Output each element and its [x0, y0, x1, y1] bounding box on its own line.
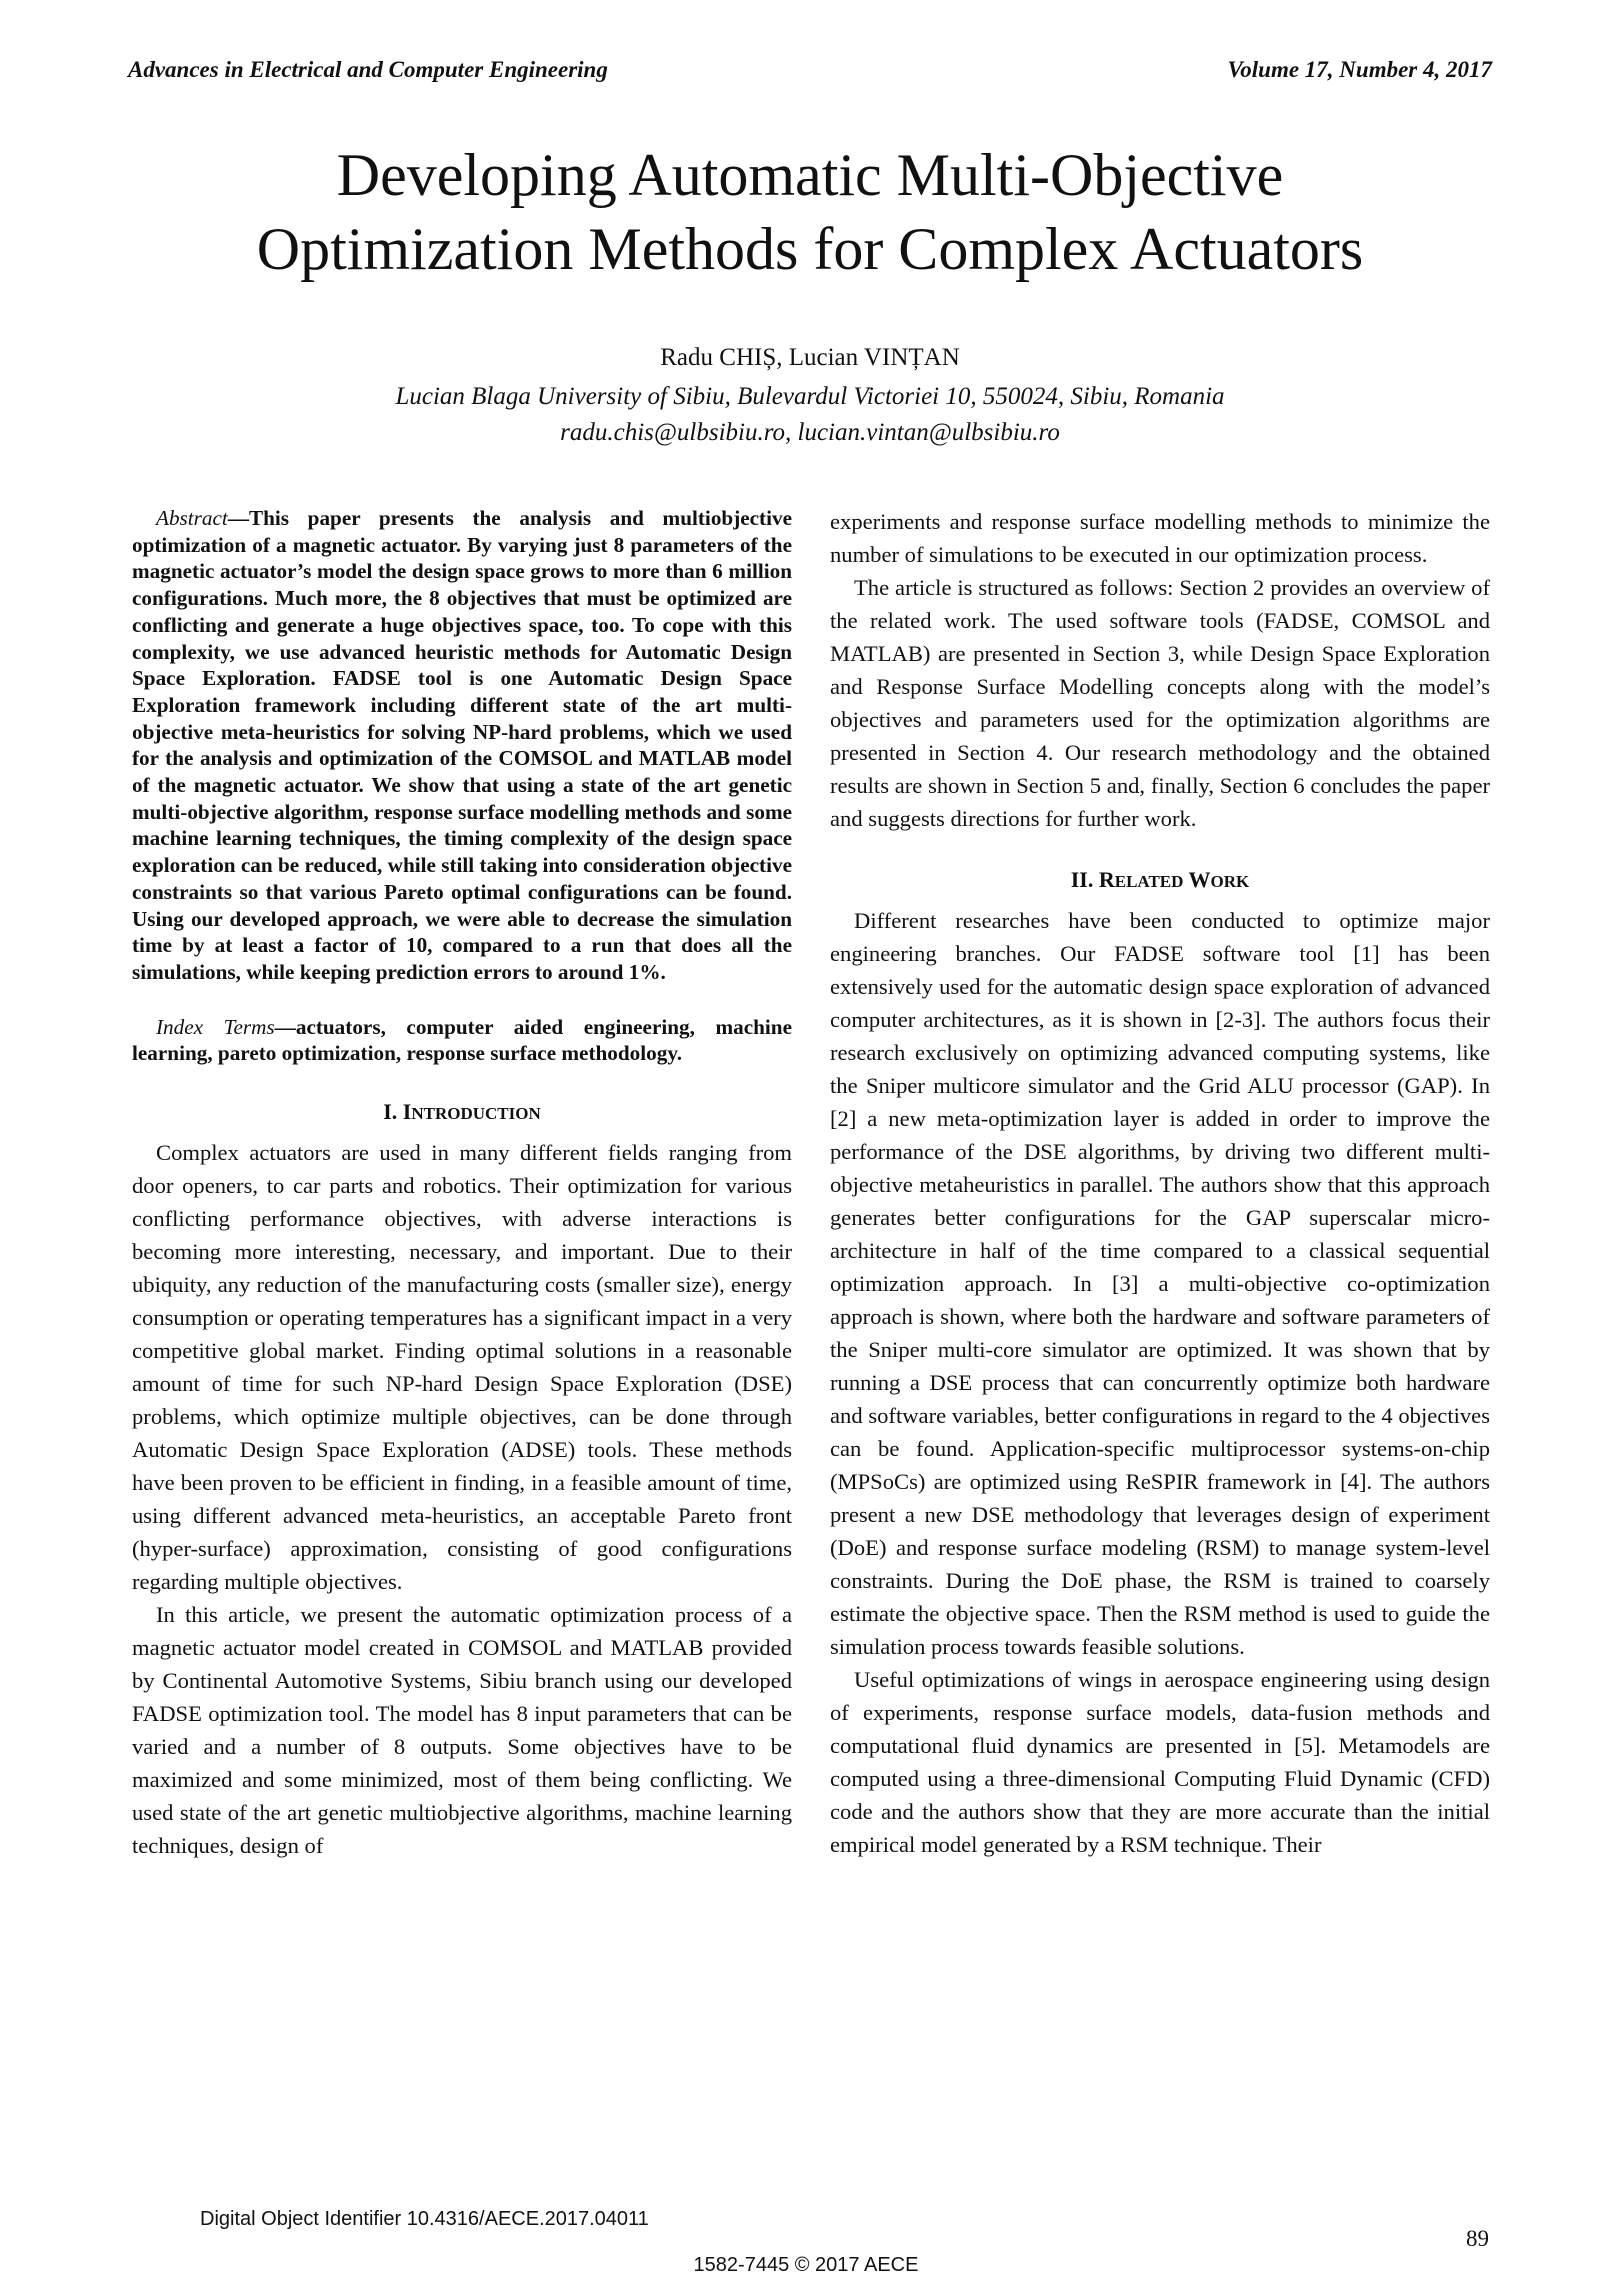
title-line-1: Developing Automatic Multi-Objective	[336, 142, 1284, 208]
issn-footer: 1582-7445 © 2017 AECE	[693, 2254, 919, 2276]
section-heading-related-work	[830, 863, 1490, 898]
right-column	[830, 505, 1490, 1861]
section-heading-introduction	[132, 1095, 792, 1130]
section-title-rest: ELATED	[1114, 872, 1184, 891]
left-column	[132, 505, 792, 1862]
page-number: 89	[1466, 2226, 1489, 2251]
index-terms-lead: Index Terms	[156, 1014, 275, 1039]
author-emails: radu.chis@ulbsibiu.ro, lucian.vintan@ulbsibiu.ro	[560, 419, 1060, 446]
author-affiliation: Lucian Blaga University of Sibiu, Bulevardul Victoriei 10, 550024, Sibiu, Romania	[395, 383, 1225, 410]
title-line-2: Optimization Methods for Complex Actuators	[256, 216, 1364, 282]
intro-paragraph-structure: The article is structured as follows: Section 2 provides an overview of the related work. The used software tools (FADSE, COMSOL and MATLAB) are presented in Section 3, while Design Space Exploration and Response Surface Modelling concepts along with the model’s objectives and parameters used for the optimization algorithms are presented in Section 4. Our research methodology and the obtained results are shown in Section 5 and, finally, Section 6 concludes the paper and suggests directions for further work.	[830, 575, 1490, 831]
section-title-rest: ORK	[1210, 872, 1250, 891]
volume-info: Volume 17, Number 4, 2017	[1227, 57, 1492, 82]
related-work-paragraph-1: Different researches have been conducted to optimize major engineering branches. Our FADSE software tool [1] has been extensively used for the automatic design space exploration of advanced computer architectures, as it is shown in [2-3]. The authors focus their research exclusively on optimizing advanced computing systems, like the Sniper multicore simulator and the Grid ALU processor (GAP). In [2] a new meta-optimization layer is added in order to improve the performance of the DSE algorithms, by driving two different multi-objective metaheuristics in parallel. The authors show that this approach generates better configurations for the GAP superscalar micro-architecture in half of the time compared to a classical sequential optimization approach. In [3] a multi-objective co-optimization approach is shown, where both the hardware and software parameters of the Sniper multi-core simulator are optimized. It was shown that by running a DSE process that can concurrently optimize both hardware and software variables, better configurations in regard to the 4 objectives can be found. Application-specific multiprocessor systems-on-chip (MPSoCs) are optimized using ReSPIR framework in [4]. The authors present a new DSE methodology that leverages design of experiment (DoE) and response surface modeling (RSM) to manage system-level constraints. During the DoE phase, the RSM is trained to coarsely estimate the objective space. Then the RSM method is used to guide the simulation process towards feasible solutions.	[830, 908, 1490, 1659]
abstract-lead: Abstract	[156, 506, 228, 530]
intro-paragraph-continuation: experiments and response surface modelling methods to minimize the number of simulations to be executed in our optimization process.	[830, 509, 1490, 567]
index-terms-text: —actuators, computer aided engineering, machine learning, pareto optimization, response surface methodology.	[132, 1014, 792, 1066]
section-title-rest: NTRODUCTION	[411, 1104, 541, 1124]
paper-title	[128, 138, 1492, 286]
section-title-initial: W	[1188, 867, 1211, 892]
section-number: II.	[1070, 867, 1094, 892]
abstract-text: —This paper presents the analysis and multiobjective optimization of a magnetic actuator. By varying just 8 parameters of the magnetic actuator’s model the design space grows to more than 6 million configurations. Much more, the 8 objectives that must be optimized are conflicting and generate a huge objectives space, too. To cope with this complexity, we use advanced heuristic methods for Automatic Design Space Exploration. FADSE tool is one Automatic Design Space Exploration framework including different state of the art multi-objective meta-heuristics for solving NP-hard problems, which we used for the analysis and optimization of the COMSOL and MATLAB model of the magnetic actuator. We show that using a state of the art genetic multi-objective algorithm, response surface modelling methods and some machine learning techniques, the timing complexity of the design space exploration can be reduced, while still taking into consideration objective constraints so that various Pareto optimal configurations can be found. Using our developed approach, we were able to decrease the simulation time by at least a factor of 10, compared to a run that does all the simulations, while keeping prediction errors to around 1%.	[132, 506, 792, 984]
doi-footer: Digital Object Identifier 10.4316/AECE.2017.04011	[200, 2208, 649, 2230]
section-title-initial: R	[1098, 867, 1115, 892]
journal-name: Advances in Electrical and Computer Engineering	[128, 57, 608, 82]
index-terms	[132, 1014, 792, 1067]
related-work-paragraph-2: Useful optimizations of wings in aerospace engineering using design of experiments, response surface models, data-fusion methods and computational fluid dynamics are presented in [5]. Metamodels are computed using a three-dimensional Computing Fluid Dynamic (CFD) code and the authors show that they are more accurate than the initial empirical model generated by a RSM technique. Their	[830, 1667, 1490, 1857]
intro-paragraph-2: In this article, we present the automatic optimization process of a magnetic actuator model created in COMSOL and MATLAB provided by Continental Automotive Systems, Sibiu branch using our developed FADSE optimization tool. The model has 8 input parameters that can be varied and a number of 8 outputs. Some objectives have to be maximized and some minimized, most of them being conflicting. We used state of the art genetic multiobjective algorithms, machine learning techniques, design of	[132, 1602, 792, 1859]
intro-paragraph-1: Complex actuators are used in many different fields ranging from door openers, to car parts and robotics. Their optimization for various conflicting performance objectives, with adverse interactions is becoming more interesting, necessary, and important. Due to their ubiquity, any reduction of the manufacturing costs (smaller size), energy consumption or operating temperatures has a significant impact in a very competitive global market. Finding optimal solutions in a reasonable amount of time for such NP-hard Design Space Exploration (DSE) problems, which optimize multiple objectives, can be done through Automatic Design Space Exploration (ADSE) tools. These methods have been proven to be efficient in finding, in a feasible amount of time, using different advanced meta-heuristics, an acceptable Pareto front (hyper-surface) approximation, consisting of good configurations regarding multiple objectives.	[132, 1140, 792, 1595]
section-title-initial: I	[402, 1099, 412, 1125]
author-list: Radu CHIȘ, Lucian VINȚAN	[660, 344, 960, 371]
running-header	[128, 52, 1492, 88]
section-number: I.	[383, 1099, 398, 1125]
abstract	[132, 505, 792, 986]
